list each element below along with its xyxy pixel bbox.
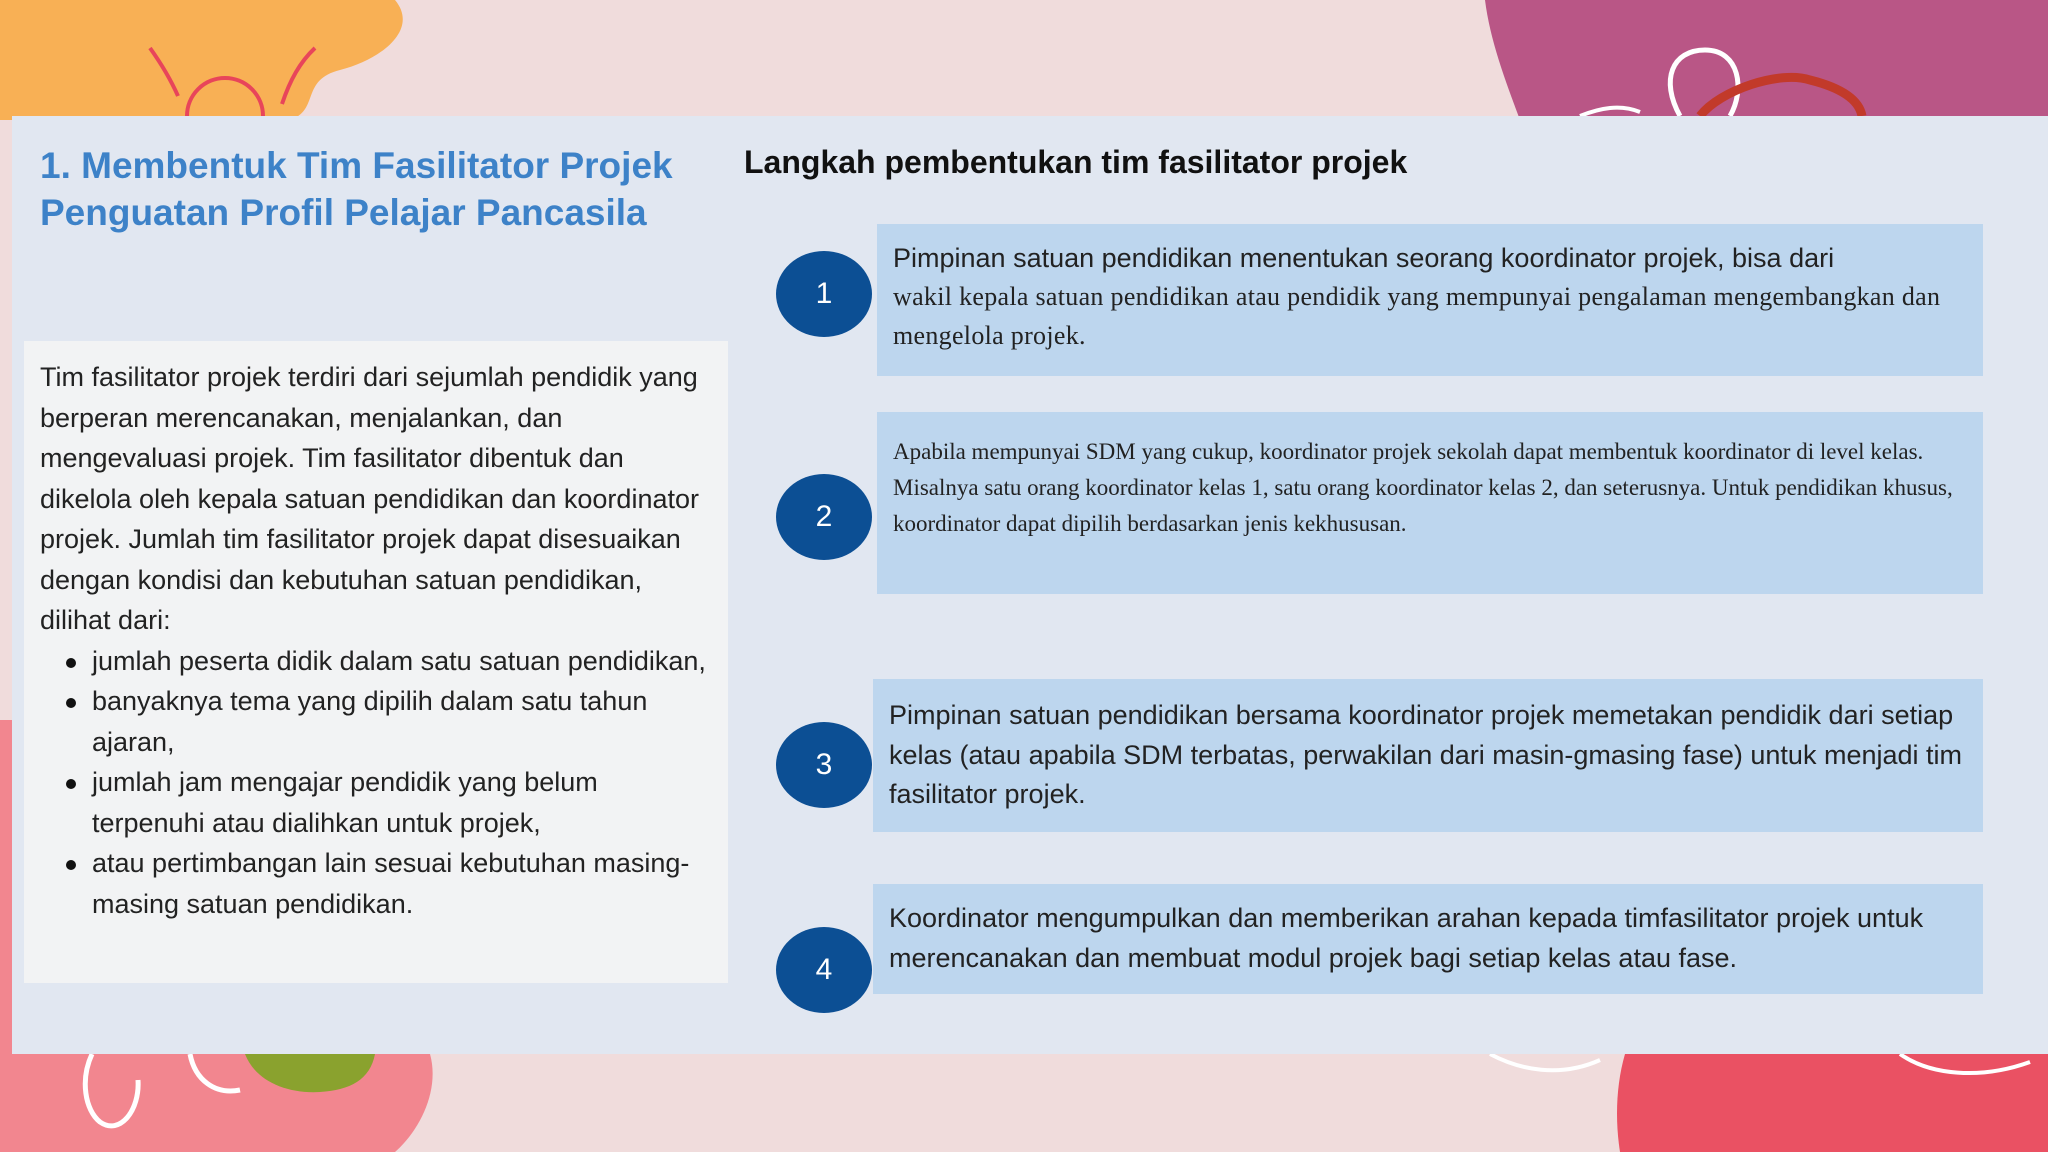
bullet-icon <box>66 860 76 870</box>
step-1-text-line1: Pimpinan satuan pendidikan menentukan seorang koordinator projek, bisa dari <box>893 243 1835 273</box>
intro-paragraph: Tim fasilitator projek terdiri dari sejumlah pendidik yang berperan merencanakan, menjalankan, dan mengevaluasi projek. Tim fasilitator dibentuk dan dikelola oleh kepala satuan pendidikan dan koordinator projek. Jumlah tim fasilitator projek dapat disesuaikan dengan kondisi dan kebutuhan satuan pendidikan, dilihat dari: <box>40 362 699 635</box>
step-3-text: Pimpinan satuan pendidikan bersama koordinator projek memetakan pendidik dari setiap kelas (atau apabila SDM terbatas, perwakilan dari masin-gmasing fase) untuk menjadi tim fasilitator projek. <box>889 700 1962 809</box>
section-title: 1. Membentuk Tim Fasilitator Projek Penguatan Profil Pelajar Pancasila <box>40 145 673 233</box>
step-box-2 <box>877 412 1983 594</box>
bullet-icon <box>66 658 76 668</box>
step-4-text: Koordinator mengumpulkan dan memberikan arahan kepada timfasilitator projek untuk merencanakan dan membuat modul projek bagi setiap kelas atau fase. <box>889 903 1924 973</box>
step-number-1: 1 <box>776 251 872 337</box>
orange-blob <box>0 0 403 120</box>
white-curve-bottom <box>1490 1054 1600 1070</box>
magenta-blob <box>1485 0 2048 120</box>
steps-title: Langkah pembentukan tim fasilitator projek <box>744 144 1408 180</box>
red-blob <box>1617 1054 2048 1152</box>
description-box <box>24 341 728 983</box>
step-box-3 <box>873 679 1983 832</box>
step-2-text: Apabila mempunyai SDM yang cukup, koordinator projek sekolah dapat membentuk koordinator di level kelas. Misalnya satu orang koordinator kelas 1, satu orang koordinator kelas 2, dan seterusnya. Untuk pendidikan khusus, koordinator dapat dipilih berdasarkan jenis kekhususan. <box>893 439 1953 536</box>
step-box-1 <box>877 224 1983 376</box>
step-number-3: 3 <box>776 722 872 808</box>
step-1-text-rest: wakil kepala satuan pendidikan atau pendidik yang mempunyai pengalaman mengembangkan dan mengelola projek. <box>893 282 1941 350</box>
list-item: atau pertimbangan lain sesuai kebutuhan masing-masing satuan pendidikan. <box>40 843 712 924</box>
criteria-list <box>40 641 712 925</box>
list-item: jumlah peserta didik dalam satu satuan pendidikan, <box>40 641 712 682</box>
step-number-2: 2 <box>776 474 872 560</box>
list-item: jumlah jam mengajar pendidik yang belum terpenuhi atau dialihkan untuk projek, <box>40 762 712 843</box>
list-item: banyaknya tema yang dipilih dalam satu tahun ajaran, <box>40 681 712 762</box>
step-box-4 <box>873 884 1983 994</box>
step-number-4: 4 <box>776 927 872 1013</box>
bullet-icon <box>66 779 76 789</box>
bullet-icon <box>66 698 76 708</box>
